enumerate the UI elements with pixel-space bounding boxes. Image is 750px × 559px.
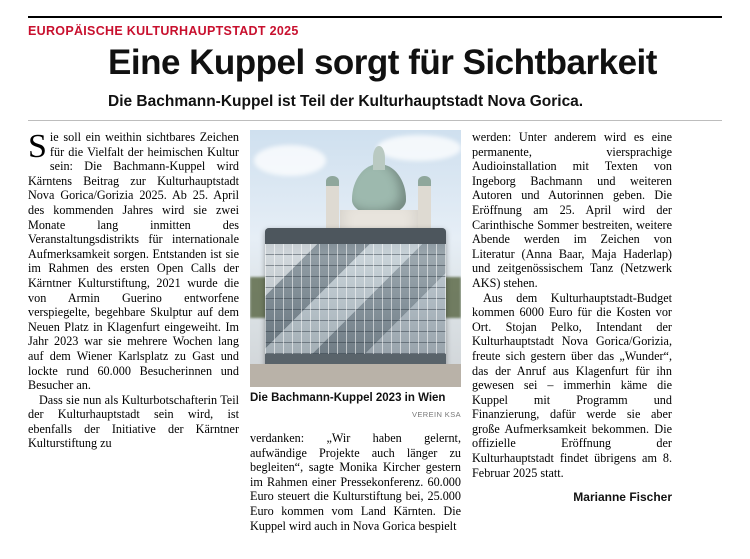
column-middle: [250, 130, 461, 550]
paragraph-right-2: Aus dem Kulturhauptstadt-Budget kommen 6000 Euro für die Kosten vor Ort. Stojan Pelko, Intendant der Kulturhauptstadt Nova Gorica/Gorizia, freute sich gestern über das „Wunder“, das der Anruf aus Klagenfurt für ihn gewesen sei – immerhin käme die Kuppel mit Programm und Finanzierung, dafür werde sie aber große Aufmerksamkeit bekommen. Die offizielle Eröffnung der Kulturhauptstadt findet übrigens am 8. Februar 2025 statt.: [472, 290, 672, 480]
column-middle-text: [250, 431, 461, 533]
sculpture-roof: [265, 228, 446, 244]
page-title: Eine Kuppel sorgt für Sichtbarkeit: [108, 43, 657, 82]
article-subhead: Die Bachmann-Kuppel ist Teil der Kulturhauptstadt Nova Gorica.: [108, 93, 584, 110]
paragraph-left-1: [28, 130, 239, 393]
drop-cap: S: [28, 128, 47, 165]
church-dome: [352, 164, 406, 215]
paragraph-middle-1: verdanken: „Wir haben gelernt, aufwändige Projekte auch länger zu begleiten“, sagte Monika Kircher gestern im Rahmen einer Pressekonferenz. 60.000 Euro steuert die Kulturstiftung bei, 25.000 Euro kommen vom Land Kärnten. Die Kuppel wird auch in Nova Gorica bespielt: [250, 431, 461, 533]
paragraph-left-2: Dass sie nun als Kulturbotschafterin Teil der Kulturhauptstadt sein wird, ist ebenfalls der Initiative der Kärntner Kulturstiftung zu: [28, 392, 239, 451]
tower-cap: [326, 176, 339, 186]
article-photo: [250, 130, 461, 387]
mirrored-dome-sculpture: [265, 228, 446, 372]
column-right: [472, 130, 672, 550]
article-byline: Marianne Fischer: [573, 490, 672, 505]
paragraph-left-1-text: ie soll ein weithin sichtbares Zeichen für die Vielfalt der heimischen Kultur sein: Die Bachmann-Kuppel wird Kärntens Beitrag zur Kulturhauptstadt Nova Gorica/Gorizia 2025. Ab 25. April des kommenden Jahres wird sie zwei Monate lang inmitten des Veranstaltungsdistrikts für internationale Aufmerksamkeit sorgen. Entstanden ist sie im Rahmen des ersten Open Calls der Kärntner Kulturstiftung, 2021 wurde die von Armin Guerino entworfene verspiegelte, begehbare Skulptur auf dem Neuen Platz in Klagenfurt eingeweiht. Im Jahr 2023 war sie mehrere Wochen lang auf dem Wiener Karlsplatz zu Gast und lockte rund 60.000 Besucherinnen und Besucher an.: [28, 130, 239, 393]
article-kicker: EUROPÄISCHE KULTURHAUPTSTADT 2025: [28, 24, 299, 38]
column-left: [28, 130, 239, 550]
cloud-shape: [254, 145, 326, 176]
mirror-panels: [265, 244, 446, 355]
tower-cap: [418, 176, 431, 186]
photo-caption: Die Bachmann-Kuppel 2023 in Wien: [250, 392, 446, 404]
photo-credit: VEREIN KSA: [411, 409, 461, 419]
article-columns: [28, 130, 722, 550]
top-rule: [28, 16, 722, 18]
subhead-divider: [28, 120, 722, 121]
paragraph-right-1: werden: Unter anderem wird es eine permanente, viersprachige Audioinstallation mit Texten von Ingeborg Bachmann und weiteren Autoren und Autorinnen geben. Die Eröffnung am 25. April wird der Carinthische Sommer bestreiten, weitere Abende werden im Zeichen von Literatur (Anna Baar, Maja Haderlap) und zeitgenössischem Tanz (Netzwerk AKS) stehen.: [472, 130, 672, 290]
church-lantern: [373, 146, 385, 170]
ground-plaza: [250, 364, 461, 387]
